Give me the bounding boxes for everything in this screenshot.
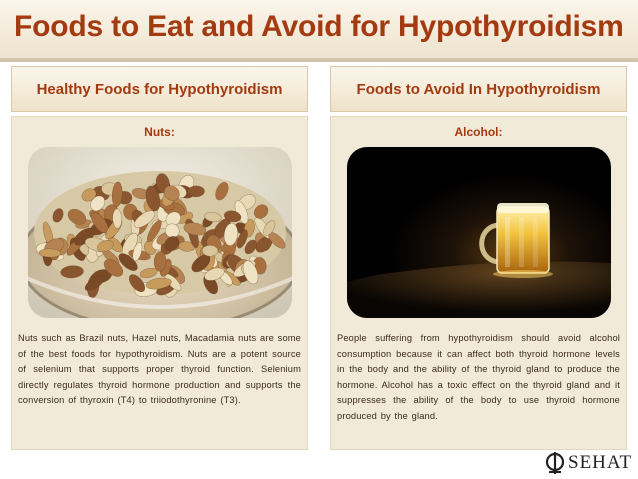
alcohol-description: People suffering from hypothyroidism should avoid alcohol consumption because it can affect both thyroid hormone levels in the body and the ability of the thyroid gland to produce the hormone. Alcohol has a toxic effect on the thyroid gland and it suppresses the ability of the body to use thyroid hormone produced by the gland.: [337, 333, 620, 421]
healthy-foods-column: [11, 66, 308, 450]
nut-shape: [202, 245, 218, 257]
brand-name: SEHAT: [568, 452, 633, 473]
nuts-image: [28, 147, 292, 318]
foods-to-avoid-column: [330, 66, 627, 450]
healthy-foods-panel: [11, 116, 308, 450]
foods-to-avoid-heading: Foods to Avoid In Hypothyroidism: [330, 66, 627, 112]
foods-to-avoid-panel: [330, 116, 627, 450]
nuts-description: Nuts such as Brazil nuts, Hazel nuts, Macadamia nuts are some of the best foods for hypothyroidism. Nuts are a potent source of selenium that supports proper thyroid function. Selenium directly regulates thyroid hormone production and supports the conversion of thyroxin (T4) to triiodothyronine (T3).: [18, 333, 301, 406]
item-name-nuts: Nuts:: [144, 125, 175, 139]
item-name-alcohol: Alcohol:: [454, 125, 503, 139]
alcohol-image: [347, 147, 611, 318]
sehat-logo-icon: [544, 451, 566, 475]
healthy-foods-heading: Healthy Foods for Hypothyroidism: [11, 66, 308, 112]
sehat-logo: [544, 451, 632, 475]
nut-shape: [39, 249, 61, 258]
title-bar: [0, 0, 638, 62]
page-title: Foods to Eat and Avoid for Hypothyroidism: [14, 10, 624, 43]
